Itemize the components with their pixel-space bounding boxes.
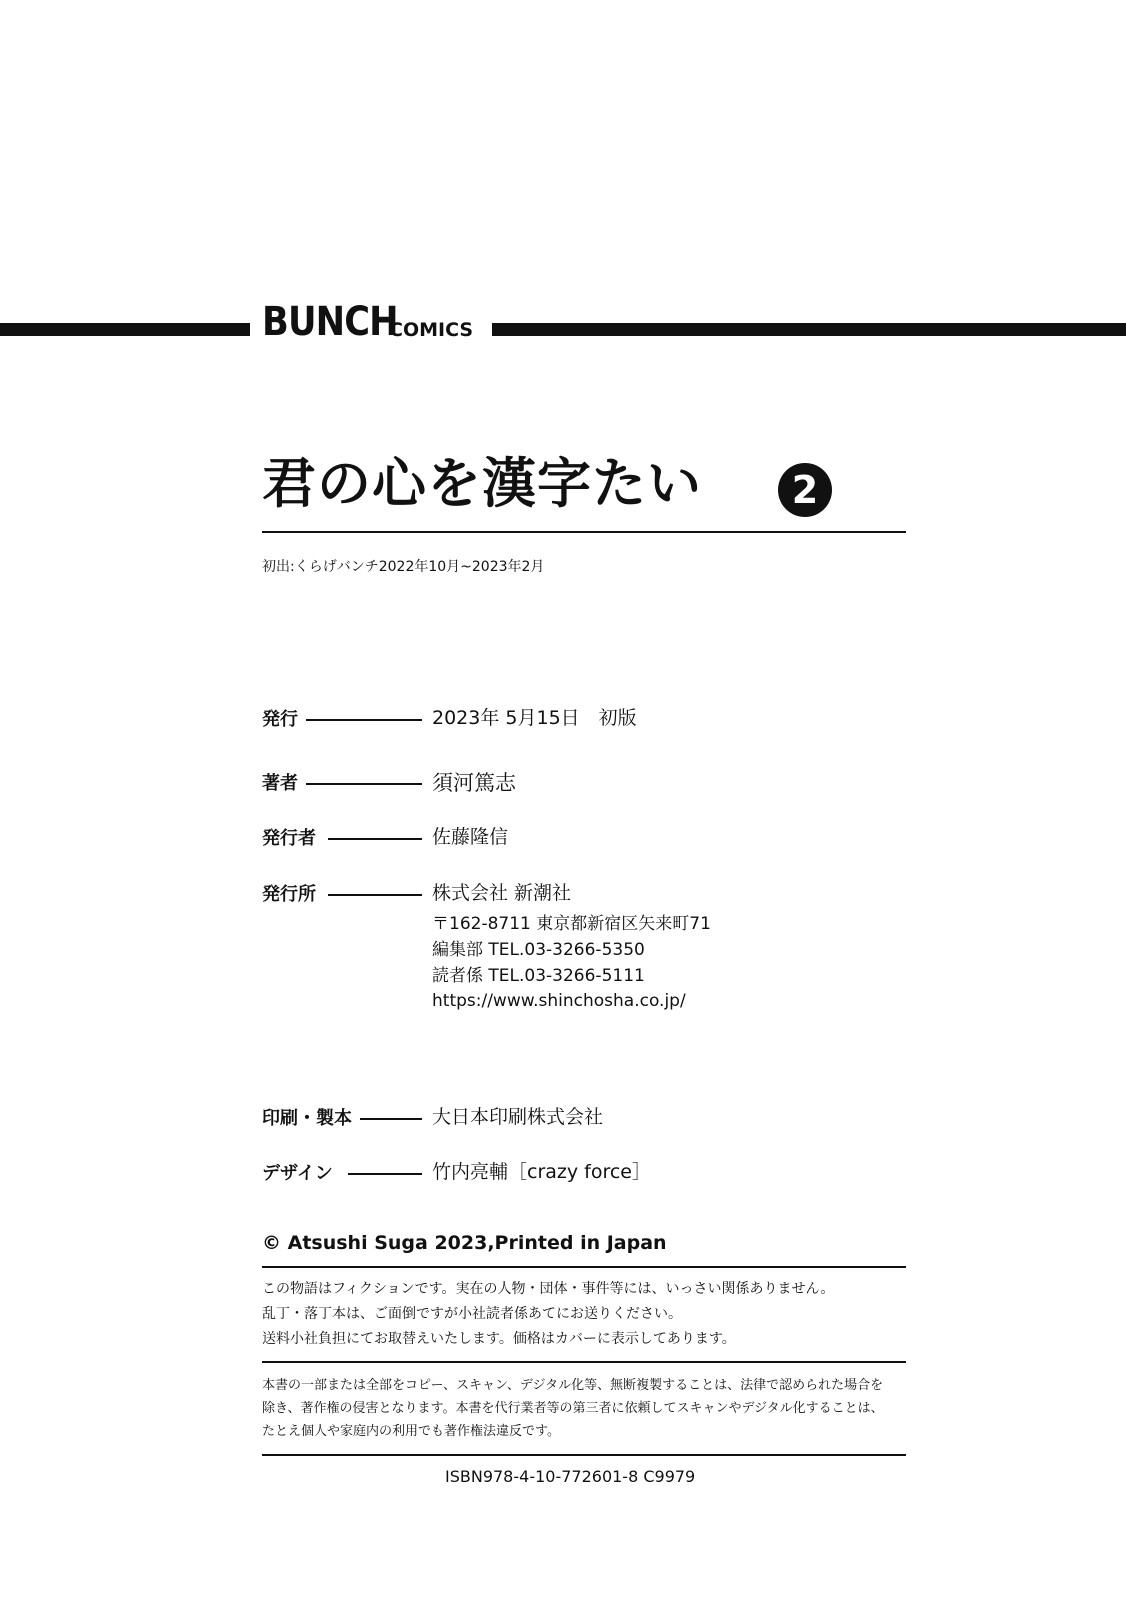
design-value: 竹内亮輔［crazy force］ — [432, 1161, 652, 1183]
brand-logo-sub: COMICS — [389, 319, 474, 341]
printing-dash — [360, 1118, 422, 1120]
legal-line: 本書の一部または全部をコピー、スキャン、デジタル化等、無断複製することは、法律で認められた場合を — [262, 1378, 884, 1393]
note-line: 乱丁・落丁本は、ご面倒ですが小社読者係あてにお送りください。 — [262, 1306, 682, 1322]
issue-dash — [306, 719, 422, 721]
legal-line: たとえ個人や家庭内の利用でも著作権法違反です。 — [262, 1424, 560, 1439]
book-title: 君の心を漢字たい — [262, 452, 702, 515]
publisher-label: 発行者 — [262, 828, 316, 849]
note-line: この物語はフィクションです。実在の人物・団体・事件等には、いっさい関係ありません。 — [262, 1281, 835, 1297]
issue-label: 発行 — [262, 709, 298, 730]
note-line: 送料小社負担にてお取替えいたします。価格はカバーに表示してあります。 — [262, 1331, 736, 1347]
notes-divider — [262, 1361, 906, 1363]
design-label: デザイン — [262, 1163, 333, 1184]
author-value: 須河篤志 — [432, 771, 516, 795]
copyright-line: © Atsushi Suga 2023,Printed in Japan — [262, 1232, 667, 1254]
issue-value: 2023年 5月15日 初版 — [432, 707, 637, 729]
logo-bar-right — [492, 323, 1126, 336]
printing-value: 大日本印刷株式会社 — [432, 1106, 604, 1128]
publisher-dash — [328, 838, 422, 840]
title-divider — [262, 531, 906, 533]
office-address: 〒162-8711 東京都新宿区矢来町71 — [432, 914, 711, 934]
reader-tel: 読者係 TEL.03-3266-5111 — [432, 966, 645, 986]
publisher-url: https://www.shinchosha.co.jp/ — [432, 991, 686, 1011]
printing-label: 印刷・製本 — [262, 1108, 352, 1129]
publisher-value: 佐藤隆信 — [432, 826, 509, 848]
first-published: 初出:くらげバンチ2022年10月~2023年2月 — [262, 559, 545, 575]
isbn: ISBN978-4-10-772601-8 C9979 — [445, 1467, 696, 1486]
office-label: 発行所 — [262, 884, 316, 905]
author-dash — [306, 783, 422, 785]
volume-badge: 2 — [778, 463, 832, 517]
copyright-divider — [262, 1266, 906, 1268]
author-label: 著者 — [262, 773, 298, 794]
design-dash — [348, 1173, 422, 1175]
legal-line: 除き、著作権の侵害となります。本書を代行業者等の第三者に依頼してスキャンやデジタル化することは、 — [262, 1401, 884, 1416]
office-dash — [328, 894, 422, 896]
office-value: 株式会社 新潮社 — [432, 882, 572, 904]
legal-divider — [262, 1454, 906, 1456]
brand-logo: BUNCH — [262, 299, 398, 345]
editorial-tel: 編集部 TEL.03-3266-5350 — [432, 940, 645, 960]
logo-bar-left — [0, 323, 250, 336]
